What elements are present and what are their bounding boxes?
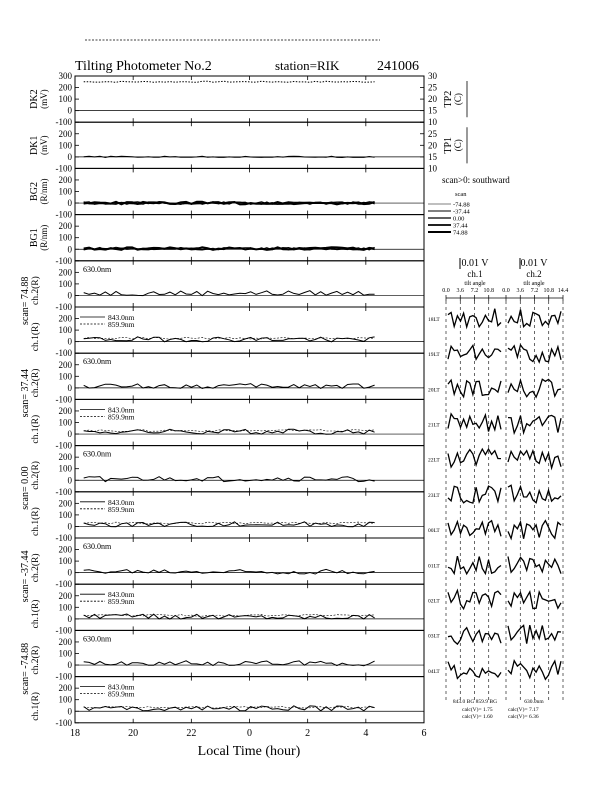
y-tick-label: 0 <box>67 151 72 162</box>
chart-title: Tilting Photometer No.2 <box>75 59 212 74</box>
tilt-footer: calc(V)= 1.60 <box>462 714 493 720</box>
y-tick-label: 100 <box>58 463 72 474</box>
y-tick-label: -100 <box>55 671 72 682</box>
tilt-tick-label: 3.6 <box>456 288 464 294</box>
ch2-title: 0.01 V <box>520 258 548 269</box>
y-tick-label: 200 <box>58 544 72 555</box>
right-tick-label: 20 <box>428 140 437 151</box>
tilt-angle-panel <box>428 258 568 720</box>
tilt-footer: calc(V)= 7.17 <box>508 707 539 713</box>
tilt-trace <box>448 380 501 397</box>
panel-frame <box>75 538 424 584</box>
y-tick-label: 100 <box>58 509 72 520</box>
y-tick-label: 200 <box>58 221 72 232</box>
y-tick-label: 0 <box>67 105 72 116</box>
scan-legend-label: 74.88 <box>453 229 468 237</box>
x-axis-label: Local Time (hour) <box>197 744 301 759</box>
ch1-title: 0.01 V <box>461 258 489 269</box>
legend-text: 843.0nm <box>108 497 135 507</box>
legend-text: 630.0nm <box>83 449 112 459</box>
x-tick-label: 22 <box>186 727 197 739</box>
legend-text: 630.0nm <box>83 542 112 551</box>
right-tick-label: 20 <box>428 94 437 105</box>
y-tick-label: 100 <box>58 94 72 105</box>
y-tick-label: 200 <box>58 636 72 647</box>
tilt-footer: 630.0nm <box>524 699 544 705</box>
y-tick-label: 0 <box>67 706 72 717</box>
y-axis-label: ch.1(R) <box>31 599 41 629</box>
legend-text: 630.0nm <box>83 357 112 367</box>
y-axis-label: ch.2(R) <box>31 276 41 305</box>
y-axis-unit: (mV) <box>39 135 49 156</box>
series-line <box>84 706 375 708</box>
panel-frame <box>75 630 424 676</box>
y-axis-unit: (R/nm) <box>39 224 49 251</box>
y-tick-label: 200 <box>58 683 72 694</box>
tilt-hour-label: 01LT <box>428 563 440 570</box>
right-axis-unit: (C) <box>453 139 463 152</box>
y-tick-label: 100 <box>58 278 72 289</box>
tilt-trace <box>508 415 561 433</box>
legend-text: 859.9nm <box>108 504 135 514</box>
y-tick-label: 0 <box>67 475 72 486</box>
scan-legend-label: 37.44 <box>453 222 468 230</box>
y-axis-label: ch.1(R) <box>31 692 41 721</box>
tilt-hour-label: 03LT <box>428 633 440 640</box>
scan-label: scan= 74.88 <box>20 276 31 325</box>
tilt-hour-label: 19LT <box>428 352 440 359</box>
y-tick-label: -100 <box>55 717 72 728</box>
y-tick-label: 0 <box>67 382 72 393</box>
y-axis-unit: (mV) <box>39 89 49 109</box>
ch2-label: ch.2 <box>526 269 542 279</box>
y-axis-label: BG2 <box>29 182 40 201</box>
tilt-trace <box>508 345 561 362</box>
y-tick-label: -100 <box>55 117 72 128</box>
right-axis-unit: (C) <box>453 93 463 106</box>
y-tick-label: -100 <box>55 163 72 174</box>
y-tick-label: -100 <box>55 255 72 266</box>
y-tick-label: -100 <box>55 302 72 312</box>
legend-text: 859.9nm <box>108 689 135 699</box>
panel-frame <box>75 76 424 122</box>
y-axis-label: ch.2(R) <box>31 461 41 490</box>
y-tick-label: 100 <box>58 556 72 567</box>
scan-legend-label: -37.44 <box>453 208 470 216</box>
y-tick-label: 0 <box>67 429 72 440</box>
series-line <box>84 337 375 339</box>
panel <box>30 584 424 635</box>
ch1-sub: tilt angle <box>464 281 486 287</box>
panel-group <box>20 71 467 739</box>
date-label: 241006 <box>377 59 419 74</box>
right-tick-label: 10 <box>428 117 437 128</box>
y-tick-label: 100 <box>58 232 72 243</box>
panel-frame <box>75 261 424 307</box>
panel <box>30 677 424 728</box>
y-tick-label: 200 <box>58 498 72 509</box>
right-tick-label: 15 <box>428 105 437 116</box>
panel <box>29 71 467 127</box>
ch2-sub: tilt angle <box>523 281 545 287</box>
tilt-hour-label: 20LT <box>428 387 440 394</box>
scan-legend-label: -74.88 <box>453 201 470 209</box>
y-tick-label: 0 <box>67 244 72 255</box>
tilt-footer: calc(V)= 6.36 <box>508 714 539 720</box>
y-tick-label: 200 <box>58 267 72 278</box>
y-tick-label: 200 <box>58 174 72 185</box>
series-line <box>84 429 375 434</box>
y-tick-label: 0 <box>67 336 72 347</box>
y-tick-label: 300 <box>58 71 72 81</box>
panel-frame <box>75 353 424 399</box>
legend-text: 630.0nm <box>83 634 112 644</box>
tilt-tick-label: 3.6 <box>516 288 524 294</box>
tilt-trace <box>448 309 501 327</box>
right-tick-label: 15 <box>428 151 437 162</box>
scan-label: scan= 0.00 <box>20 466 31 510</box>
y-tick-label: -100 <box>55 348 72 359</box>
y-tick-label: 100 <box>58 602 72 613</box>
legend-text: 859.9nm <box>108 320 135 329</box>
tilt-tick-label: 10.8 <box>543 288 554 294</box>
y-tick-label: 0 <box>67 521 72 532</box>
right-tick-label: 10 <box>428 163 437 174</box>
x-tick-label: 18 <box>70 727 80 739</box>
x-tick-label: 0 <box>247 727 252 739</box>
y-tick-label: 200 <box>58 128 72 139</box>
tilt-trace <box>448 628 501 644</box>
y-tick-label: 0 <box>67 660 72 671</box>
panel <box>20 446 424 510</box>
y-tick-label: 200 <box>58 359 72 370</box>
right-tick-label: 25 <box>428 82 437 93</box>
x-tick-label: 6 <box>421 727 427 739</box>
panel <box>29 215 424 266</box>
scan-label: scan= -74.88 <box>20 642 31 695</box>
y-axis-label: ch.2(R) <box>31 553 41 583</box>
y-tick-label: 200 <box>58 82 72 93</box>
tilt-tick-label: 10.8 <box>483 288 494 294</box>
tilt-trace <box>448 590 501 608</box>
scan-label: scan= 37.44 <box>20 368 31 418</box>
tilt-tick-label: 7.2 <box>470 288 479 294</box>
y-tick-label: 0 <box>67 290 72 301</box>
panel <box>30 399 424 450</box>
y-tick-label: 100 <box>58 325 72 336</box>
y-axis-label: ch.1(R) <box>31 414 41 444</box>
y-tick-label: -100 <box>55 579 72 590</box>
x-tick-label: 4 <box>363 727 369 739</box>
tilt-tick-label: 0.0 <box>442 288 450 294</box>
y-tick-label: -100 <box>55 209 72 220</box>
y-tick-label: 100 <box>58 371 72 382</box>
panel <box>30 307 424 358</box>
panel-frame <box>75 446 424 492</box>
right-axis-label: TP1 <box>443 136 454 154</box>
panel <box>20 630 424 694</box>
legend-text: 843.0nm <box>108 682 135 692</box>
tilt-hour-label: 21LT <box>428 422 440 429</box>
y-tick-label: 200 <box>58 405 72 416</box>
series-line <box>84 614 375 619</box>
y-tick-label: 100 <box>58 648 72 659</box>
legend-text: 859.9nm <box>108 412 135 422</box>
right-axis-label: TP2 <box>443 90 454 108</box>
y-axis-label: DK2 <box>29 89 40 109</box>
y-axis-label: ch.1(R) <box>31 507 41 536</box>
panel-frame <box>75 215 424 261</box>
y-tick-label: 0 <box>67 613 72 624</box>
y-axis-label: BG1 <box>29 228 40 248</box>
panel <box>20 353 424 417</box>
series-line <box>84 569 375 574</box>
tilt-hour-label: 00LT <box>428 528 440 535</box>
y-tick-label: 100 <box>58 417 72 428</box>
y-tick-label: -100 <box>55 394 72 405</box>
tilt-hour-label: 02LT <box>428 598 440 605</box>
y-axis-unit: (R/nm) <box>39 178 49 205</box>
y-axis-label: ch.2(R) <box>31 645 41 675</box>
legend-text: 630.0nm <box>83 264 112 274</box>
y-tick-label: -100 <box>55 440 72 451</box>
y-tick-label: 100 <box>58 140 72 151</box>
y-tick-label: 0 <box>67 198 72 209</box>
scan-label: scan= -37.44 <box>20 550 31 603</box>
legend-text: 843.0nm <box>108 590 135 600</box>
tilt-hour-label: 18LT <box>428 317 440 323</box>
tilt-tick-label: 7.2 <box>530 288 539 294</box>
legend-text: 843.0nm <box>108 405 135 415</box>
scan-legend-header: scan <box>455 191 467 198</box>
tilt-footer: 843.0 BG 859.9 BG <box>452 699 498 705</box>
series-line <box>84 81 375 82</box>
panel <box>20 538 424 602</box>
scan-legend-label: 0.00 <box>453 215 465 223</box>
y-tick-label: -100 <box>55 533 72 543</box>
scan-legend <box>428 175 510 237</box>
scan-legend-title: scan>0: southward <box>442 175 510 185</box>
series-line <box>84 477 375 482</box>
tilt-hour-label: 23LT <box>428 492 440 499</box>
tilt-hour-label: 22LT <box>428 457 440 464</box>
panel <box>30 492 424 543</box>
ch1-label: ch.1 <box>467 269 483 279</box>
panel <box>29 168 424 219</box>
right-tick-label: 30 <box>428 71 437 81</box>
series-line <box>84 291 375 296</box>
y-axis-label: DK1 <box>29 135 40 156</box>
legend-text: 859.9nm <box>108 597 135 607</box>
tilt-tick-label: 0.0 <box>502 288 510 294</box>
y-tick-label: 100 <box>58 694 72 705</box>
tilt-footer: calc(V)= 1.75 <box>462 707 493 713</box>
panel-frame <box>75 168 424 214</box>
x-tick-label: 20 <box>128 727 139 739</box>
y-tick-label: -100 <box>55 625 72 636</box>
y-tick-label: 0 <box>67 567 72 578</box>
y-tick-label: 200 <box>58 590 72 601</box>
tilt-trace <box>508 592 561 609</box>
station-label: station=RIK <box>275 58 340 73</box>
y-tick-label: 200 <box>58 313 72 324</box>
y-tick-label: 200 <box>58 452 72 463</box>
y-axis-label: ch.2(R) <box>31 368 41 398</box>
x-tick-label: 2 <box>305 727 311 739</box>
panel <box>20 261 424 325</box>
y-tick-label: -100 <box>55 486 72 497</box>
legend-text: 843.0nm <box>108 313 135 322</box>
tilt-tick-label: 14.4 <box>557 288 569 294</box>
tilt-hour-label: 04LT <box>428 668 440 675</box>
right-tick-label: 25 <box>428 128 437 139</box>
panel <box>29 122 467 173</box>
tilt-trace <box>508 310 561 327</box>
y-tick-label: 100 <box>58 186 72 197</box>
panel-frame <box>75 122 424 168</box>
y-axis-label: ch.1(R) <box>31 322 41 352</box>
